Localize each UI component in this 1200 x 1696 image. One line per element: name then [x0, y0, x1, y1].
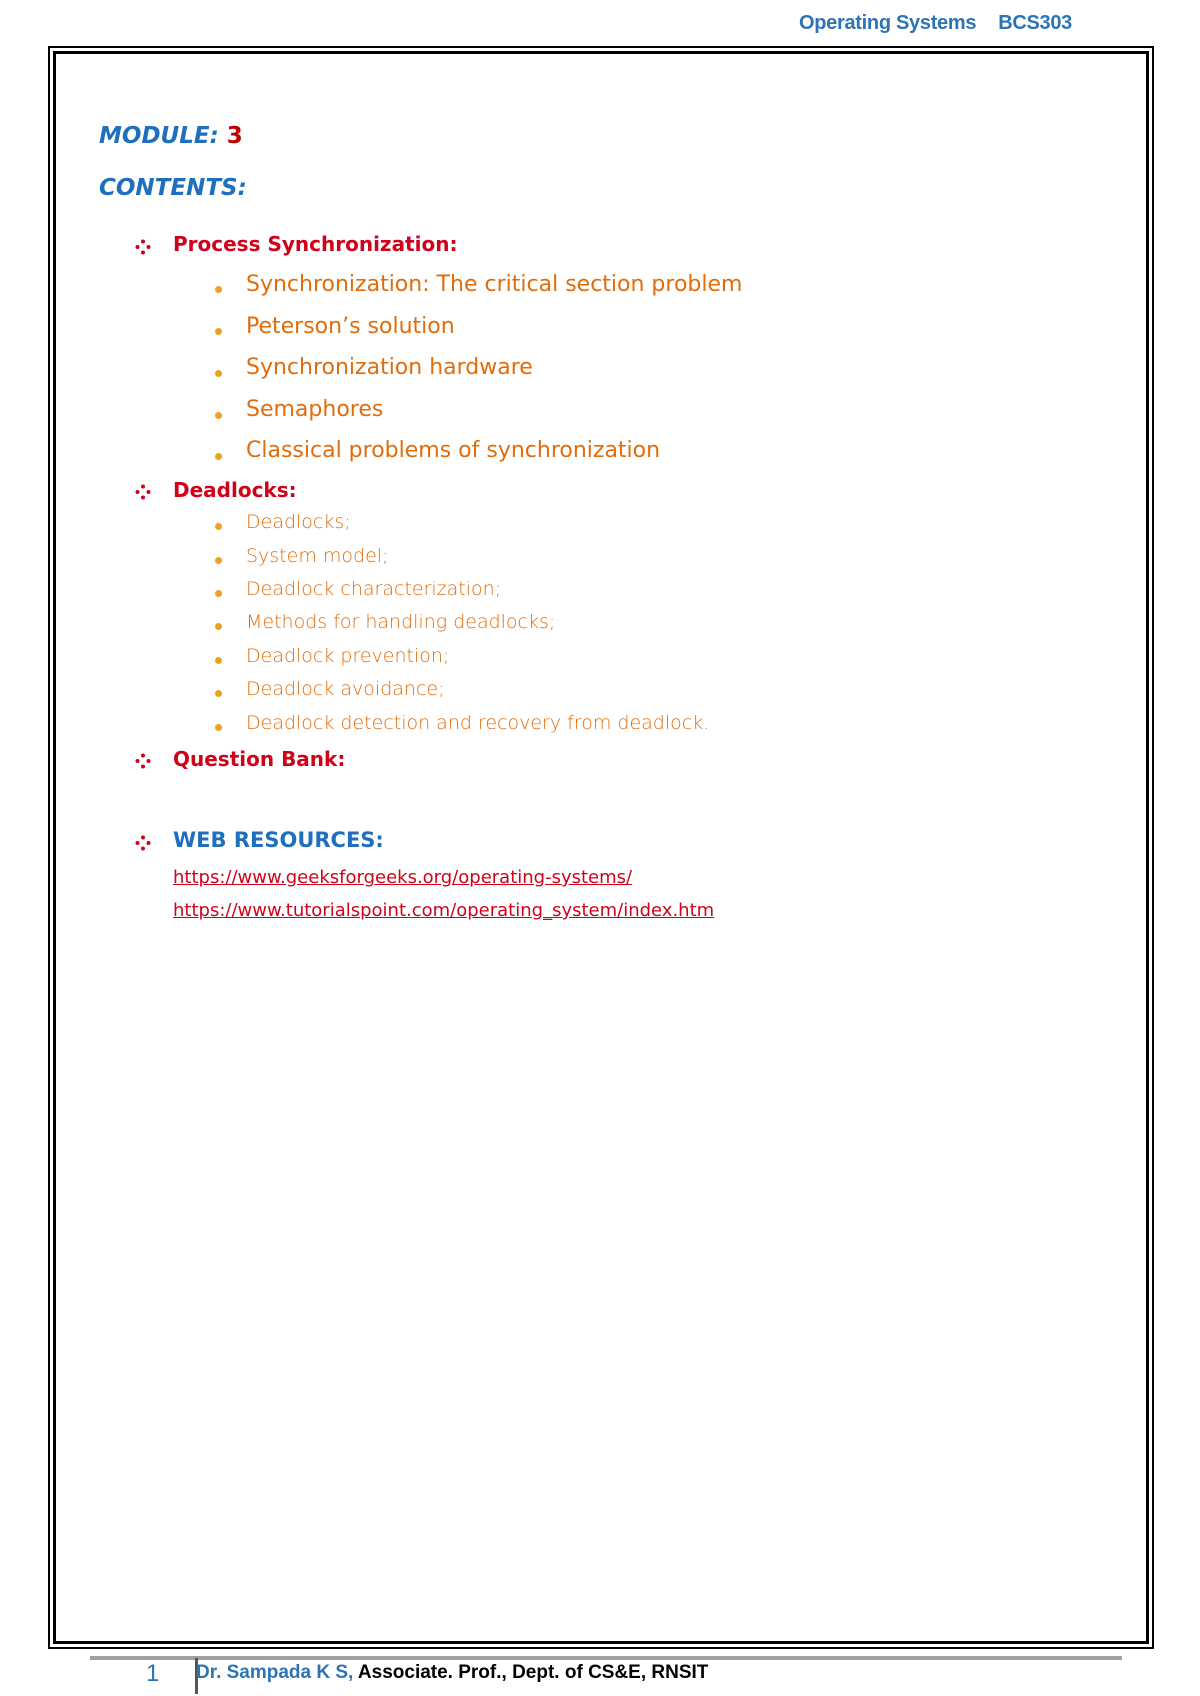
section-deadlocks: Deadlocks:	[173, 478, 297, 502]
list-item: Synchronization hardware	[246, 355, 533, 380]
list-item: Methods for handling deadlocks;	[246, 611, 556, 633]
list-item: Semaphores	[246, 397, 384, 422]
list-item: Deadlock avoidance;	[246, 678, 445, 700]
list-item: Deadlock characterization;	[246, 578, 502, 600]
list-item: Synchronization: The critical section problem	[246, 272, 743, 297]
diamond-bullet-icon	[135, 239, 151, 255]
page-number: 1	[146, 1660, 160, 1687]
section-process-synchronization: Process Synchronization:	[173, 232, 458, 256]
module-number: 3	[226, 123, 243, 149]
diamond-bullet-icon	[135, 835, 151, 851]
page-header	[799, 12, 1072, 35]
contents-heading: CONTENTS:	[99, 175, 247, 201]
list-item: System model;	[246, 545, 389, 567]
list-item: Deadlocks;	[246, 511, 351, 533]
footer-affiliation: Associate. Prof., Dept. of CS&E, RNSIT	[353, 1662, 709, 1683]
module-heading	[99, 123, 243, 149]
bullet-icon	[215, 286, 222, 293]
bullet-icon	[215, 328, 222, 335]
footer-rule	[90, 1656, 1122, 1660]
list-item: Deadlock prevention;	[246, 645, 450, 667]
header-course: Operating Systems	[799, 12, 977, 34]
header-code: BCS303	[998, 12, 1072, 34]
section-question-bank: Question Bank:	[173, 747, 346, 771]
footer-author: Dr. Sampada K S,	[196, 1662, 354, 1683]
diamond-bullet-icon	[135, 484, 151, 500]
bullet-icon	[215, 724, 222, 731]
list-item: Deadlock detection and recovery from deadlock.	[246, 712, 710, 734]
bullet-icon	[215, 657, 222, 664]
list-item: Peterson’s solution	[246, 314, 455, 339]
web-resource-link-geeksforgeeks[interactable]: https://www.geeksforgeeks.org/operating-systems/	[173, 867, 633, 888]
web-resource-link-tutorialspoint[interactable]: https://www.tutorialspoint.com/operating_system/index.htm	[173, 900, 715, 921]
bullet-icon	[215, 623, 222, 630]
bullet-icon	[215, 453, 222, 460]
bullet-icon	[215, 412, 222, 419]
diamond-bullet-icon	[135, 753, 151, 769]
bullet-icon	[215, 523, 222, 530]
bullet-icon	[215, 590, 222, 597]
section-web-resources: WEB RESOURCES:	[173, 828, 384, 852]
list-item: Classical problems of synchronization	[246, 438, 661, 463]
module-label: MODULE:	[99, 123, 219, 149]
bullet-icon	[215, 690, 222, 697]
footer-credit	[196, 1662, 708, 1684]
bullet-icon	[215, 557, 222, 564]
bullet-icon	[215, 370, 222, 377]
